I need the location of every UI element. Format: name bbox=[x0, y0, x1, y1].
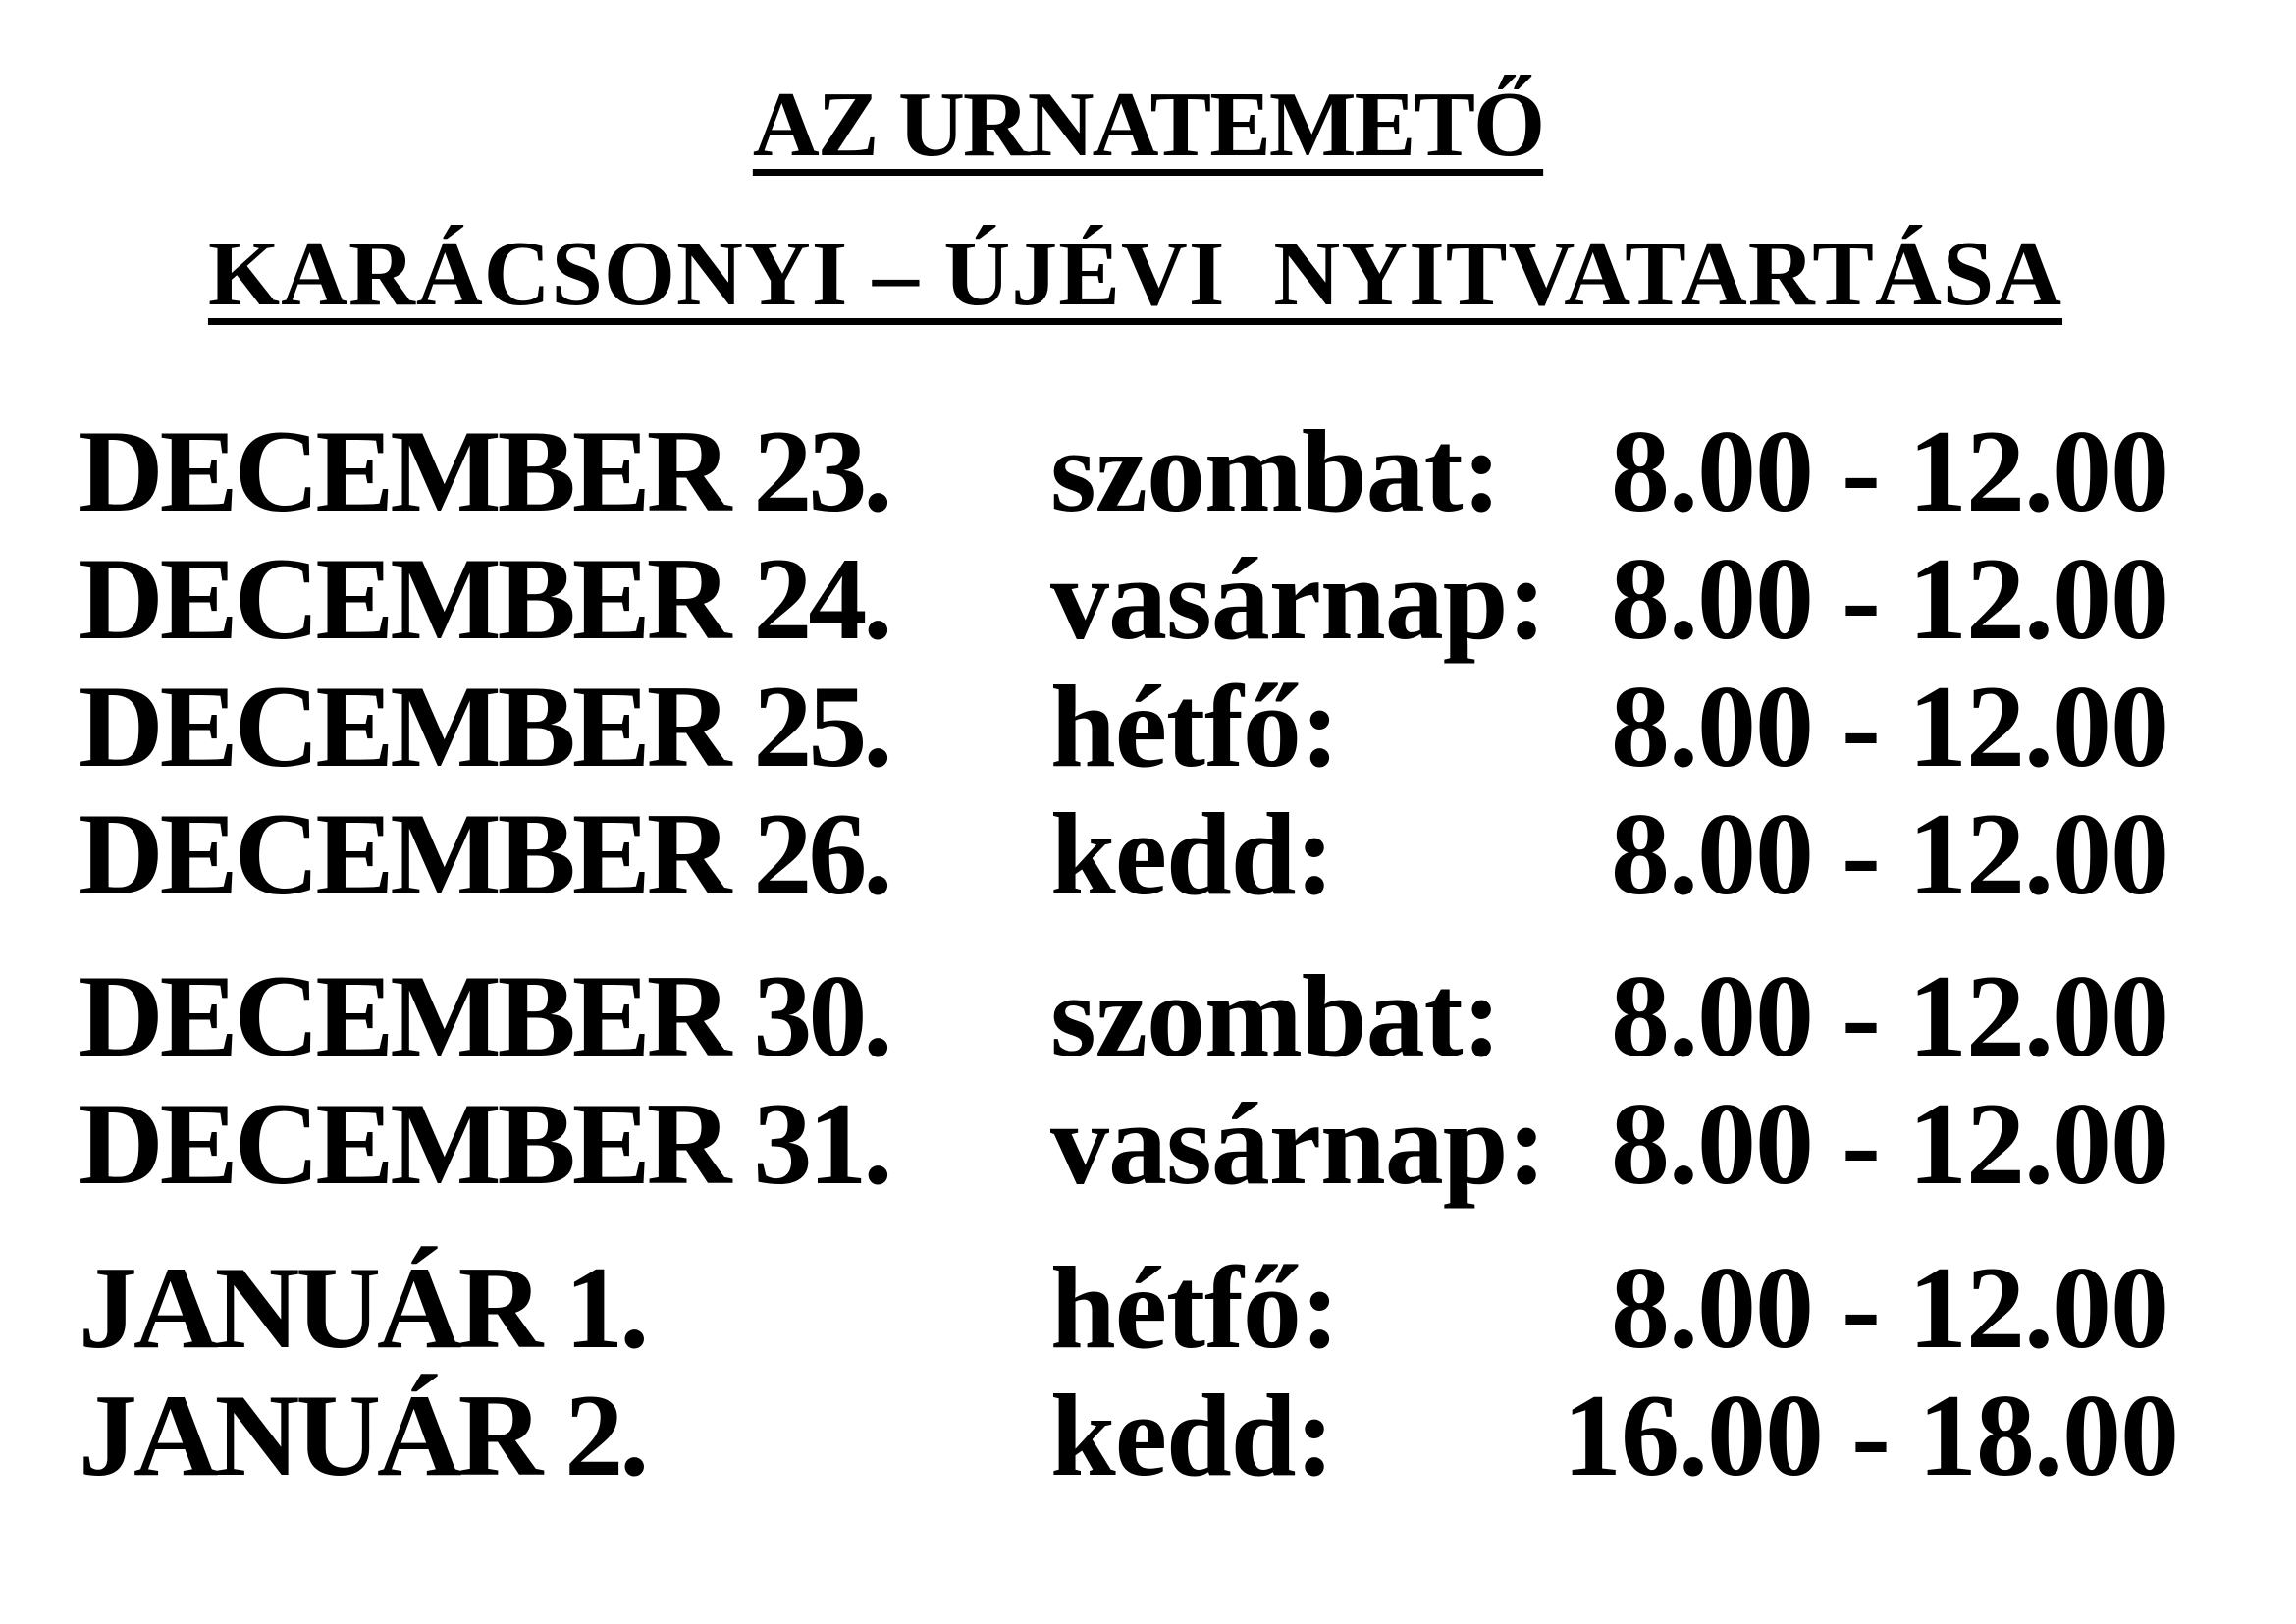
schedule-date: JANUÁR 2. bbox=[79, 1370, 646, 1500]
schedule-time: 16.00 - 18.00 bbox=[1563, 1370, 2178, 1500]
schedule-day: kedd: bbox=[1050, 1370, 1334, 1500]
schedule-date: DECEMBER 25. bbox=[79, 661, 889, 791]
schedule-row bbox=[0, 788, 2296, 919]
schedule-time: 8.00 - 12.00 bbox=[1611, 1242, 2168, 1373]
schedule-date: DECEMBER 31. bbox=[79, 1078, 889, 1209]
schedule-time: 8.00 - 12.00 bbox=[1611, 1078, 2168, 1209]
schedule-time: 8.00 - 12.00 bbox=[1611, 406, 2168, 536]
schedule-date: DECEMBER 26. bbox=[79, 788, 889, 919]
schedule-time: 8.00 - 12.00 bbox=[1611, 950, 2168, 1081]
schedule-day: szombat: bbox=[1050, 950, 1501, 1081]
schedule-row bbox=[0, 533, 2296, 664]
schedule-row bbox=[0, 950, 2296, 1081]
schedule-day: hétfő: bbox=[1050, 661, 1339, 791]
schedule-day: hétfő: bbox=[1050, 1242, 1339, 1373]
schedule-date: DECEMBER 23. bbox=[79, 406, 889, 536]
schedule-row bbox=[0, 1078, 2296, 1209]
schedule-day: vasárnap: bbox=[1050, 1078, 1546, 1209]
schedule-time: 8.00 - 12.00 bbox=[1611, 661, 2168, 791]
schedule-row bbox=[0, 406, 2296, 536]
schedule-date: DECEMBER 30. bbox=[79, 950, 889, 1081]
schedule-time: 8.00 - 12.00 bbox=[1611, 788, 2168, 919]
title-line-2: KARÁCSONYI – ÚJÉVI NYITVATARTÁSA bbox=[207, 223, 2063, 325]
schedule-row bbox=[0, 661, 2296, 791]
schedule-row bbox=[0, 1370, 2296, 1500]
schedule-day: vasárnap: bbox=[1050, 533, 1546, 664]
schedule-time: 8.00 - 12.00 bbox=[1611, 533, 2168, 664]
title-line-1: AZ URNATEMETŐ bbox=[752, 74, 1544, 176]
schedule-day: szombat: bbox=[1050, 406, 1501, 536]
schedule-date: JANUÁR 1. bbox=[79, 1242, 646, 1373]
schedule-row bbox=[0, 1242, 2296, 1373]
schedule-date: DECEMBER 24. bbox=[79, 533, 889, 664]
schedule-day: kedd: bbox=[1050, 788, 1334, 919]
